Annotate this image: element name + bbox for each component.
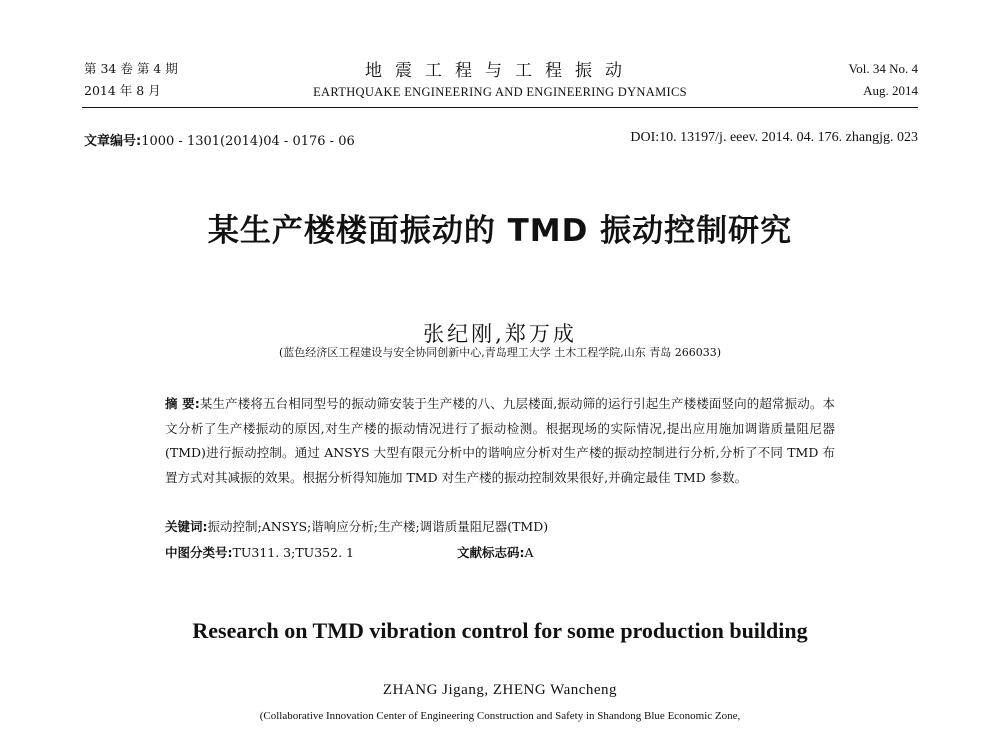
date-cn: 2014 年 8 月 bbox=[84, 83, 161, 98]
article-number-label: 文章编号: bbox=[84, 134, 142, 149]
header-divider bbox=[82, 107, 918, 108]
volume-cn: 第 34 卷 第 4 期 bbox=[84, 61, 178, 76]
authors-en: ZHANG Jigang, ZHENG Wancheng bbox=[382, 682, 618, 698]
volume-en: Vol. 34 No. 4 bbox=[848, 61, 918, 76]
authors-cn: 张纪刚,郑万成 bbox=[423, 322, 577, 346]
journal-name-cn: 地震工程与工程振动 bbox=[365, 61, 635, 81]
abstract-label: 摘 要: bbox=[165, 396, 200, 411]
document-code-value: A bbox=[524, 545, 534, 560]
doi: DOI:10. 13197/j. eeev. 2014. 04. 176. zhangjg. 023 bbox=[630, 130, 918, 145]
affiliation-cn: (蓝色经济区工程建设与安全协同创新中心,青岛理工大学 土木工程学院,山东 青岛 266033) bbox=[278, 346, 722, 359]
classification-value: TU311. 3;TU352. 1 bbox=[232, 545, 354, 560]
journal-name bbox=[250, 56, 750, 100]
journal-name-en: EARTHQUAKE ENGINEERING AND ENGINEERING DYNAMICS bbox=[313, 85, 687, 99]
document-code bbox=[457, 543, 534, 561]
article-number-value: 1000 - 1301(2014)04 - 0176 - 06 bbox=[141, 134, 355, 149]
document-code-label: 文献标志码: bbox=[457, 545, 525, 560]
date-en: Aug. 2014 bbox=[863, 83, 918, 98]
affiliation-en: (Collaborative Innovation Center of Engineering Construction and Safety in Shandong Blue Economic Zone, bbox=[259, 710, 741, 722]
keywords bbox=[165, 517, 835, 535]
abstract bbox=[165, 392, 835, 490]
abstract-text: 某生产楼将五台相同型号的振动筛安装于生产楼的八、九层楼面,振动筛的运行引起生产楼楼面竖向的超常振动。本文分析了生产楼振动的原因,对生产楼的振动情况进行了振动检测。根据现场的实际情况,提出应用施加调谐质量阻尼器(TMD)进行振动控制。通过 ANSYS 大型有限元分析中的谐响应分析对生产楼的振动控制进行分析,分析了不同 TMD 布置方式对其减振的效果。根据分析得知施加 TMD 对生产楼的振动控制效果很好,并确定最佳 TMD 参数。 bbox=[165, 396, 835, 485]
classification-label: 中图分类号: bbox=[165, 545, 233, 560]
paper-title-en: Research on TMD vibration control for some production building bbox=[192, 618, 808, 643]
article-meta bbox=[84, 130, 918, 149]
classification bbox=[165, 543, 835, 561]
keywords-text: 振动控制;ANSYS;谐响应分析;生产楼;调谐质量阻尼器(TMD) bbox=[207, 519, 549, 534]
keywords-label: 关键词: bbox=[165, 519, 208, 534]
paper-title-cn: 某生产楼楼面振动的 TMD 振动控制研究 bbox=[207, 213, 793, 249]
article-number bbox=[84, 130, 355, 149]
header-volume-info bbox=[849, 58, 918, 102]
header-issue-info bbox=[84, 58, 178, 102]
